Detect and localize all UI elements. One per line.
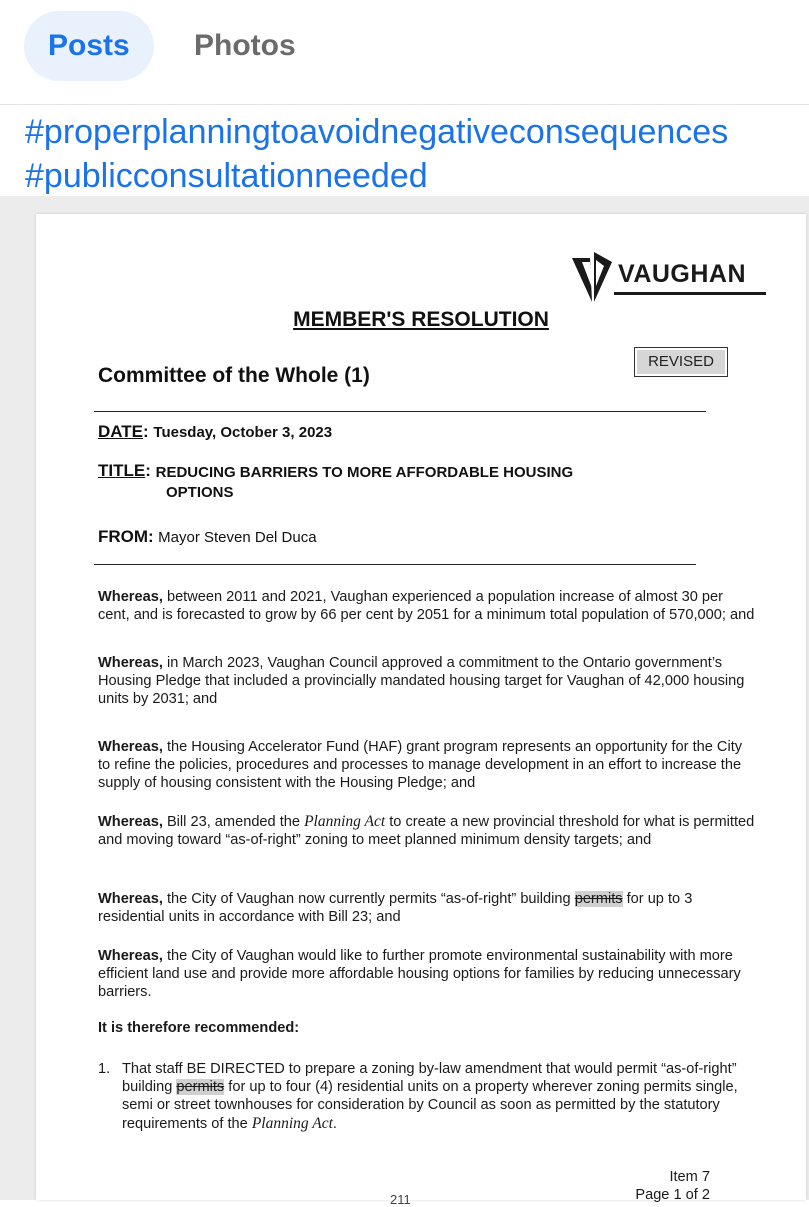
- logo-underline: [614, 292, 766, 295]
- whereas-paragraph: Whereas, between 2011 and 2021, Vaughan experienced a population increase of almost 30 per cent, and is forecasted to grow by 66 per cent by 2051 for a minimum total population of 570,000; and: [98, 589, 755, 624]
- page-footer: Item 7 Page 1 of 2: [635, 1169, 710, 1203]
- whereas-paragraph: Whereas, the Housing Accelerator Fund (HAF) grant program represents an opportunity for the City to refine the policies, procedures and processes to manage development in an effort to increase the supply of housing consistent with the Housing Pledge; and: [98, 739, 743, 792]
- page-number: 211: [390, 1192, 411, 1207]
- whereas-paragraph: Whereas, the City of Vaughan now currently permits “as-of-right” building permits for up to 3 residential units in accordance with Bill 23; and: [98, 891, 693, 926]
- whereas-paragraph: Whereas, the City of Vaughan would like to further promote environmental sustainability with more efficient land use and provide more affordable housing options for families by reducing unnecessary barriers.: [98, 948, 741, 1001]
- tab-posts[interactable]: Posts: [24, 11, 154, 81]
- revised-stamp: REVISED: [634, 347, 728, 377]
- vaughan-logo: [568, 248, 768, 304]
- from-field: FROM: Mayor Steven Del Duca: [98, 527, 317, 546]
- whereas-paragraph: Whereas, in March 2023, Vaughan Council approved a commitment to the Ontario government’s Housing Pledge that included a provincially mandated housing target for Vaughan of 42,000 housing units by 2031; and: [98, 655, 745, 708]
- strikethrough-text: permits: [574, 891, 623, 907]
- tab-photos[interactable]: Photos: [194, 29, 296, 62]
- attached-document-image[interactable]: VAUGHAN MEMBER'S RESOLUTION REVISED Committee of the Whole (1) DATE: Tuesday, October 3, 2023 TITLE: REDUCING BARRIERS TO MORE AFFORDABLE HOUSING OPTIONS FROM: Mayor Steven Del Duca Whereas, between 2011 and 2021, Vaughan experienced a population increase of almost 30 per cent, and is forecasted to grow by 66 per cent by 2051 for a minimum total population of 570,000; and Whereas, in March 2023, Vaughan Council approved a commitment to the Ontario government’s Housing Pledge that included a provincially mandated housing target for Vaughan of 42,000 housing units by 2031; and Whereas, the Housing Accelerator Fund (HAF) grant program represents an opportunity for the City to refine the policies, procedures and processes to manage development in an effort to increase the supply of housing consistent with the Housing Pledge; and Whereas, Bill 23, amended the Planning Act to create a new provincial threshold for what is permitted and moving toward “as-of-right” zoning to meet planned minimum density targets; and Whereas, the City of Vaughan now currently permits “as-of-right” building permits for up to 3 residential units in accordance with Bill 23; and Whereas, the City of Vaughan would like to further promote environmental sustainability with more efficient land use and provide more affordable housing options for families by reducing unnecessary barriers. It is therefore recommended: 1. That staff BE DIRECTED to prepare a zoning by-law amendment that would permit “as-of-right” building permits for up to four (4) residential units on a property wherever zoning permits single, semi or street townhouses for consideration by Council as soon as permitted by the statutory requirements of the Planning Act. Item 7 Page 1 of 2 211: [36, 214, 806, 1200]
- whereas-paragraph: Whereas, Bill 23, amended the Planning Act to create a new provincial threshold for what is permitted and moving toward “as-of-right” zoning to meet planned minimum density targets; and: [98, 813, 755, 849]
- profile-tabs: [0, 0, 809, 105]
- logo-text: VAUGHAN: [618, 260, 747, 288]
- recommendation-heading: It is therefore recommended:: [98, 1020, 300, 1036]
- post-hashtags: [25, 110, 805, 198]
- committee-name: Committee of the Whole (1): [98, 364, 370, 387]
- title-field: TITLE: REDUCING BARRIERS TO MORE AFFORDABLE HOUSING: [98, 461, 574, 481]
- date-field: DATE: Tuesday, October 3, 2023: [98, 422, 333, 441]
- vaughan-logo-icon: [568, 248, 616, 304]
- strikethrough-text: permits: [176, 1079, 225, 1096]
- title-continuation: OPTIONS: [166, 484, 234, 501]
- hashtag-link[interactable]: #properplanningtoavoidnegativeconsequences: [25, 113, 729, 151]
- divider: [94, 564, 696, 565]
- hashtag-link[interactable]: #publicconsultationneeded: [25, 157, 428, 195]
- divider: [94, 411, 706, 412]
- document-heading: MEMBER'S RESOLUTION: [293, 308, 549, 331]
